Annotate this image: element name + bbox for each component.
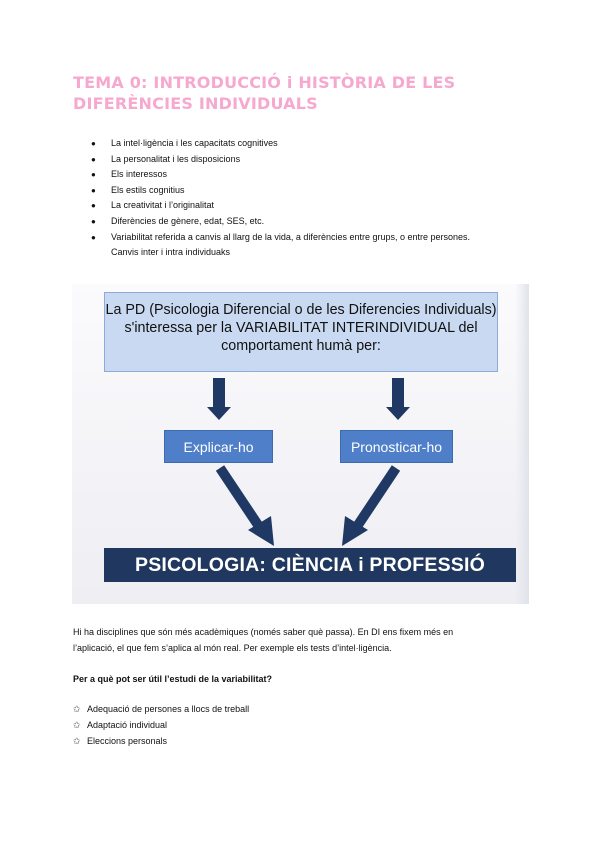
list-item xyxy=(91,152,531,168)
list-item-continuation xyxy=(91,245,531,261)
pd-line-3: comportament humà per: xyxy=(221,338,381,354)
bullet-icon: ● xyxy=(91,154,96,164)
pd-line-2: s'interessa per la VARIABILITAT INTERINDIVIDUAL del xyxy=(124,320,478,336)
list-item xyxy=(91,183,531,199)
list-item-text: Adequació de persones a llocs de treball xyxy=(87,704,250,714)
page-title xyxy=(73,72,493,114)
arrow-diagonal-right-icon xyxy=(342,468,396,546)
list-item-text: Canvis inter i intra individuaks xyxy=(111,247,231,258)
list-item-text: Eleccions personals xyxy=(87,735,168,746)
star-icon: ✩ xyxy=(73,719,81,730)
list-item-text: La intel·ligència i les capacitats cognitives xyxy=(111,138,278,148)
topics-list xyxy=(91,136,531,261)
list-item-text: La personalitat i les disposicions xyxy=(111,153,241,164)
bullet-icon: ● xyxy=(91,201,96,211)
star-icon: ✩ xyxy=(73,735,81,746)
list-item xyxy=(91,136,531,152)
pd-diagram xyxy=(72,284,529,604)
bullet-icon: ● xyxy=(91,232,96,242)
list-item xyxy=(91,167,531,183)
list-item-text: Els estils cognitius xyxy=(111,184,185,195)
bullet-icon: ● xyxy=(91,139,96,148)
list-item-text: Diferències de gènere, edat, SES, etc. xyxy=(111,215,265,226)
bullet-icon: ● xyxy=(91,185,96,195)
bullet-icon: ● xyxy=(91,170,96,180)
list-item xyxy=(91,230,531,246)
arrow-diagonal-left-icon xyxy=(220,468,274,546)
list-item xyxy=(91,198,531,214)
bullet-icon: ● xyxy=(91,216,96,226)
list-item xyxy=(73,702,513,718)
explain-box: Explicar-ho xyxy=(164,430,273,463)
paragraph-line-2: l’aplicació, el que fem s’aplica al món real. Per exemple els tests d’intel·ligència. xyxy=(73,643,392,653)
list-item-text: Variabilitat referida a canvis al llarg de la vida, a diferències entre grups, o entre persones. xyxy=(111,231,471,242)
question-heading: Per a què pot ser útil l’estudi de la variabilitat? xyxy=(73,674,273,684)
pd-line-1: La PD (Psicologia Diferencial o de les Diferencies Individuals) xyxy=(105,302,497,318)
uses-list xyxy=(73,702,513,749)
psychology-banner: PSICOLOGIA: CIÈNCIA i PROFESSIÓ xyxy=(104,548,516,582)
paragraph-line-1: Hi ha disciplines que són més acadèmiques (només saber què passa). En DI ens fixem més en xyxy=(73,627,454,637)
list-item xyxy=(91,214,531,230)
list-item xyxy=(73,718,513,734)
list-item xyxy=(73,734,513,750)
title-line-2: DIFERÈNCIES INDIVIDUALS xyxy=(73,94,318,113)
list-item-text: Adaptació individual xyxy=(87,719,168,730)
predict-box: Pronosticar-ho xyxy=(340,430,453,463)
title-line-1: TEMA 0: INTRODUCCIÓ i HISTÒRIA DE LES xyxy=(73,73,456,92)
star-icon: ✩ xyxy=(73,704,81,714)
list-item-text: Els interessos xyxy=(111,169,168,180)
list-item-text: La creativitat i l’originalitat xyxy=(111,200,215,211)
